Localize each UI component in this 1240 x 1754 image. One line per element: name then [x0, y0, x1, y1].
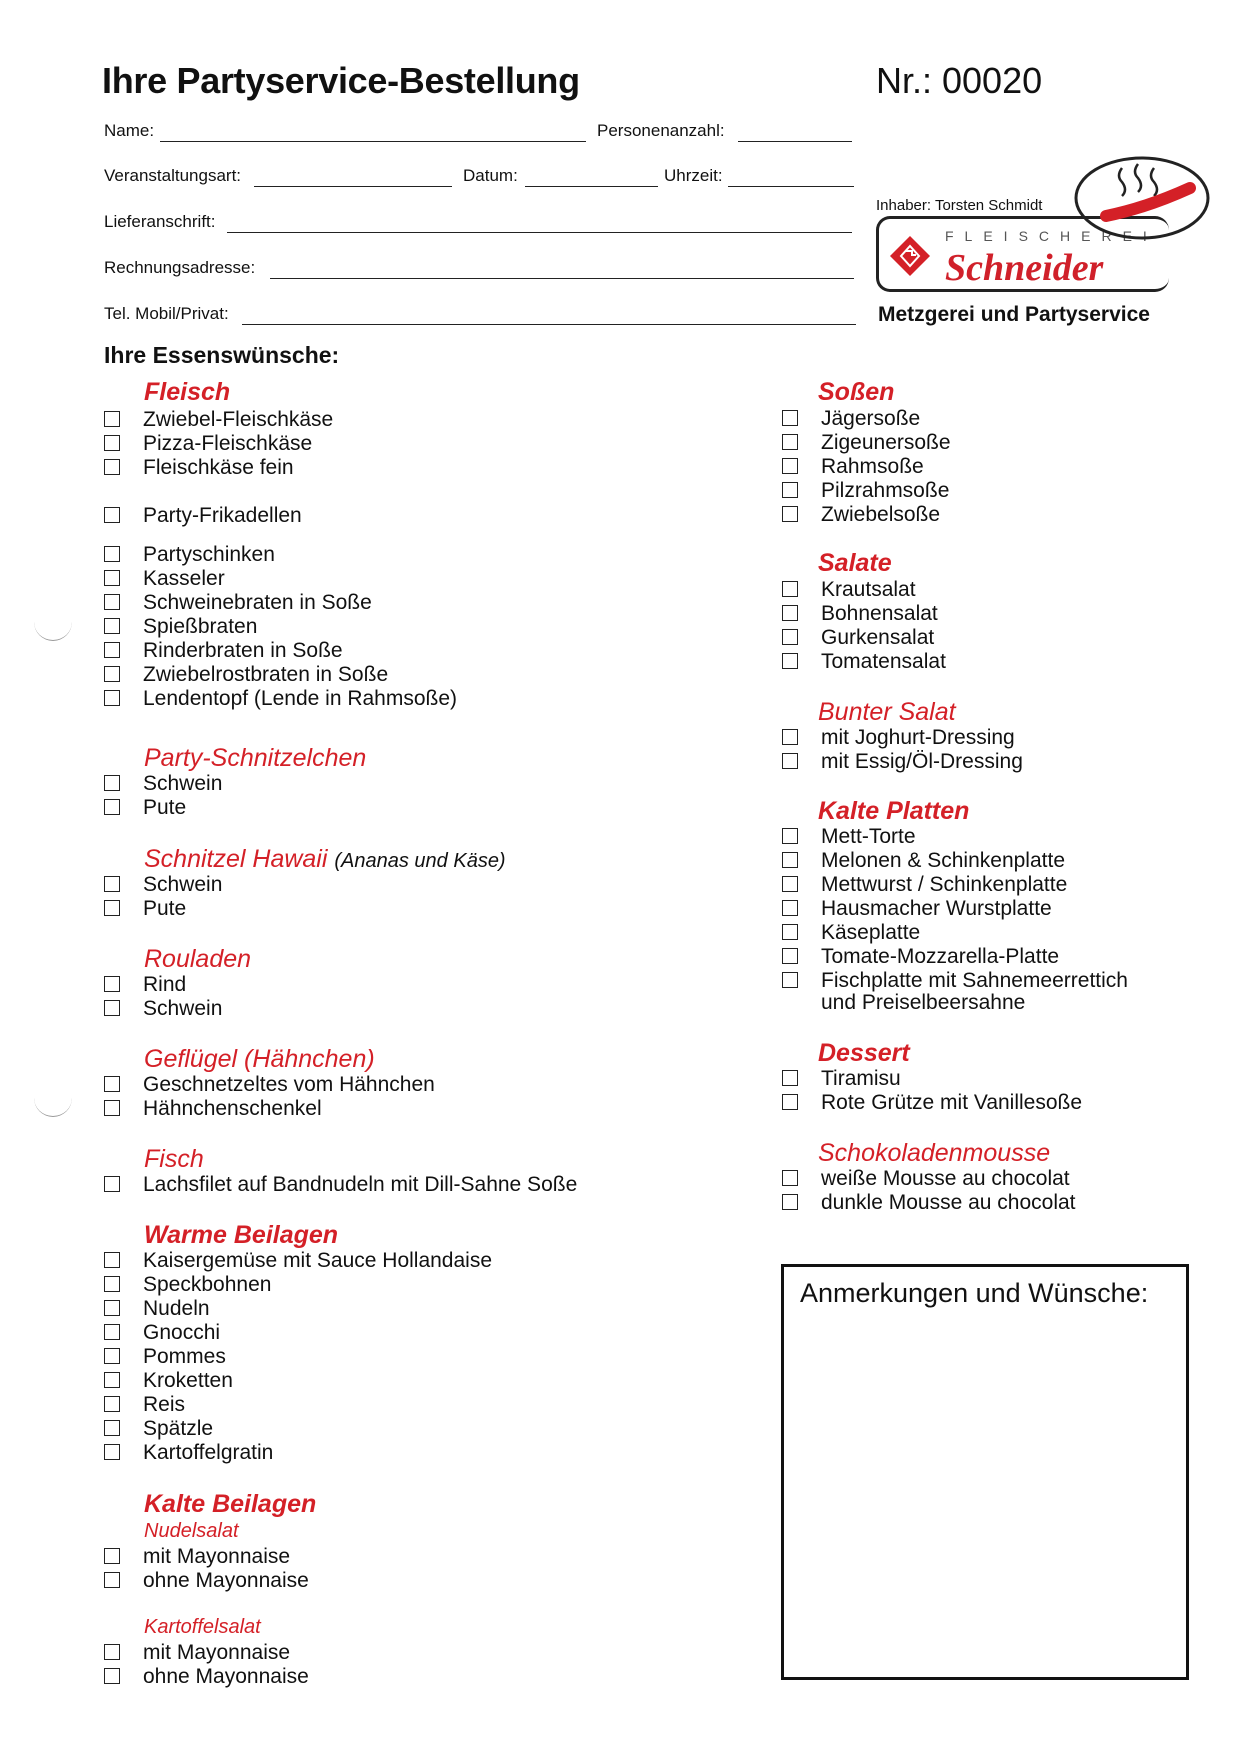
- checkbox[interactable]: [782, 410, 798, 426]
- checkbox[interactable]: [782, 852, 798, 868]
- item-continuation: und Preiselbeersahne: [821, 991, 1026, 1014]
- checkbox[interactable]: [782, 653, 798, 669]
- checkbox[interactable]: [782, 972, 798, 988]
- checkbox[interactable]: [104, 546, 120, 562]
- checkbox[interactable]: [782, 1194, 798, 1210]
- checkbox[interactable]: [782, 506, 798, 522]
- checkbox[interactable]: [104, 1000, 120, 1016]
- checkbox[interactable]: [782, 729, 798, 745]
- checkbox[interactable]: [782, 434, 798, 450]
- checkbox[interactable]: [104, 1100, 120, 1116]
- checkbox[interactable]: [782, 458, 798, 474]
- category-kalte-beilagen: Kalte Beilagen: [144, 1490, 317, 1518]
- checkbox[interactable]: [104, 1252, 120, 1268]
- checkbox[interactable]: [782, 753, 798, 769]
- category-fisch: Fisch: [144, 1145, 204, 1173]
- veranstaltung-label: Veranstaltungsart:: [104, 166, 242, 185]
- liefer-field[interactable]: [227, 232, 852, 233]
- checkbox[interactable]: [782, 828, 798, 844]
- category-schokoladenmousse: Schokoladenmousse: [818, 1139, 1051, 1167]
- datum-label: Datum:: [463, 166, 518, 185]
- notes-title: Anmerkungen und Wünsche:: [800, 1278, 1149, 1308]
- category-schnitzel-hawaii: Schnitzel Hawaii (Ananas und Käse): [144, 845, 506, 873]
- uhrzeit-field[interactable]: [728, 186, 854, 187]
- checkbox[interactable]: [104, 775, 120, 791]
- form-title: Ihre Partyservice-Bestellung: [102, 60, 580, 101]
- name-field[interactable]: [160, 141, 586, 142]
- tagline: Metzgerei und Partyservice: [878, 303, 1150, 326]
- tel-label: Tel. Mobil/Privat:: [104, 304, 229, 323]
- logo-name: Schneider: [945, 247, 1104, 289]
- category-bunter-salat: Bunter Salat: [818, 698, 956, 726]
- checkbox[interactable]: [104, 1324, 120, 1340]
- notes-textarea[interactable]: [781, 1264, 1189, 1680]
- sausage-steam-icon: [1072, 150, 1212, 240]
- category-note: (Ananas und Käse): [334, 850, 506, 872]
- checkbox[interactable]: [782, 1170, 798, 1186]
- checkbox[interactable]: [104, 666, 120, 682]
- checkbox[interactable]: [782, 629, 798, 645]
- checkbox[interactable]: [104, 1668, 120, 1684]
- category-rouladen: Rouladen: [144, 945, 252, 973]
- category-party-schnitzelchen: Party-Schnitzelchen: [144, 744, 367, 772]
- personen-label: Personenanzahl:: [597, 121, 725, 140]
- checkbox[interactable]: [104, 642, 120, 658]
- checkbox[interactable]: [782, 482, 798, 498]
- checkbox[interactable]: [104, 507, 120, 523]
- checkbox[interactable]: [782, 900, 798, 916]
- category-fleisch: Fleisch: [144, 378, 231, 406]
- checkbox[interactable]: [104, 1276, 120, 1292]
- checkbox[interactable]: [782, 948, 798, 964]
- checkbox[interactable]: [104, 459, 120, 475]
- category-sossen: Soßen: [818, 378, 895, 406]
- diamond-logo-icon: [888, 234, 932, 278]
- order-number: Nr.: 00020: [876, 60, 1043, 101]
- checkbox[interactable]: [104, 411, 120, 427]
- checkbox[interactable]: [782, 1070, 798, 1086]
- rechnung-label: Rechnungsadresse:: [104, 258, 256, 277]
- checkbox[interactable]: [104, 1176, 120, 1192]
- checkbox[interactable]: [104, 1372, 120, 1388]
- checkbox[interactable]: [104, 1572, 120, 1588]
- checkbox[interactable]: [104, 1300, 120, 1316]
- checkbox[interactable]: [782, 1094, 798, 1110]
- tel-field[interactable]: [242, 324, 856, 325]
- personen-field[interactable]: [738, 141, 852, 142]
- category-salate: Salate: [818, 549, 892, 577]
- checkbox[interactable]: [104, 1420, 120, 1436]
- uhrzeit-label: Uhrzeit:: [664, 166, 723, 185]
- checkbox[interactable]: [782, 876, 798, 892]
- rechnung-field[interactable]: [270, 278, 854, 279]
- checkbox[interactable]: [104, 618, 120, 634]
- subcategory-kartoffelsalat: Kartoffelsalat: [144, 1616, 261, 1638]
- name-label: Name:: [104, 121, 155, 140]
- checkbox[interactable]: [782, 924, 798, 940]
- checkbox[interactable]: [104, 570, 120, 586]
- category-gefluegel: Geflügel (Hähnchen): [144, 1045, 375, 1073]
- checkbox[interactable]: [104, 1348, 120, 1364]
- veranstaltung-field[interactable]: [254, 186, 452, 187]
- checkbox[interactable]: [782, 581, 798, 597]
- checkbox[interactable]: [104, 690, 120, 706]
- logo-fleischerei: FLEISCHEREI: [945, 228, 1158, 244]
- checkbox[interactable]: [104, 1076, 120, 1092]
- checkbox[interactable]: [104, 799, 120, 815]
- checkbox[interactable]: [104, 1444, 120, 1460]
- liefer-label: Lieferanschrift:: [104, 212, 216, 231]
- checkbox[interactable]: [104, 1548, 120, 1564]
- checkbox[interactable]: [104, 1644, 120, 1660]
- category-kalte-platten: Kalte Platten: [818, 797, 970, 825]
- checkbox[interactable]: [104, 594, 120, 610]
- category-dessert: Dessert: [818, 1039, 910, 1067]
- category-warme-beilagen: Warme Beilagen: [144, 1221, 339, 1249]
- checkbox[interactable]: [104, 976, 120, 992]
- punch-hole: [34, 622, 72, 641]
- checkbox[interactable]: [782, 605, 798, 621]
- checkbox[interactable]: [104, 1396, 120, 1412]
- punch-hole: [34, 1098, 72, 1117]
- checkbox[interactable]: [104, 435, 120, 451]
- checkbox[interactable]: [104, 876, 120, 892]
- section-title: Ihre Essenswünsche:: [104, 342, 340, 368]
- checkbox[interactable]: [104, 900, 120, 916]
- datum-field[interactable]: [525, 186, 658, 187]
- subcategory-nudelsalat: Nudelsalat: [144, 1520, 239, 1542]
- owner-text: Inhaber: Torsten Schmidt: [876, 197, 1043, 214]
